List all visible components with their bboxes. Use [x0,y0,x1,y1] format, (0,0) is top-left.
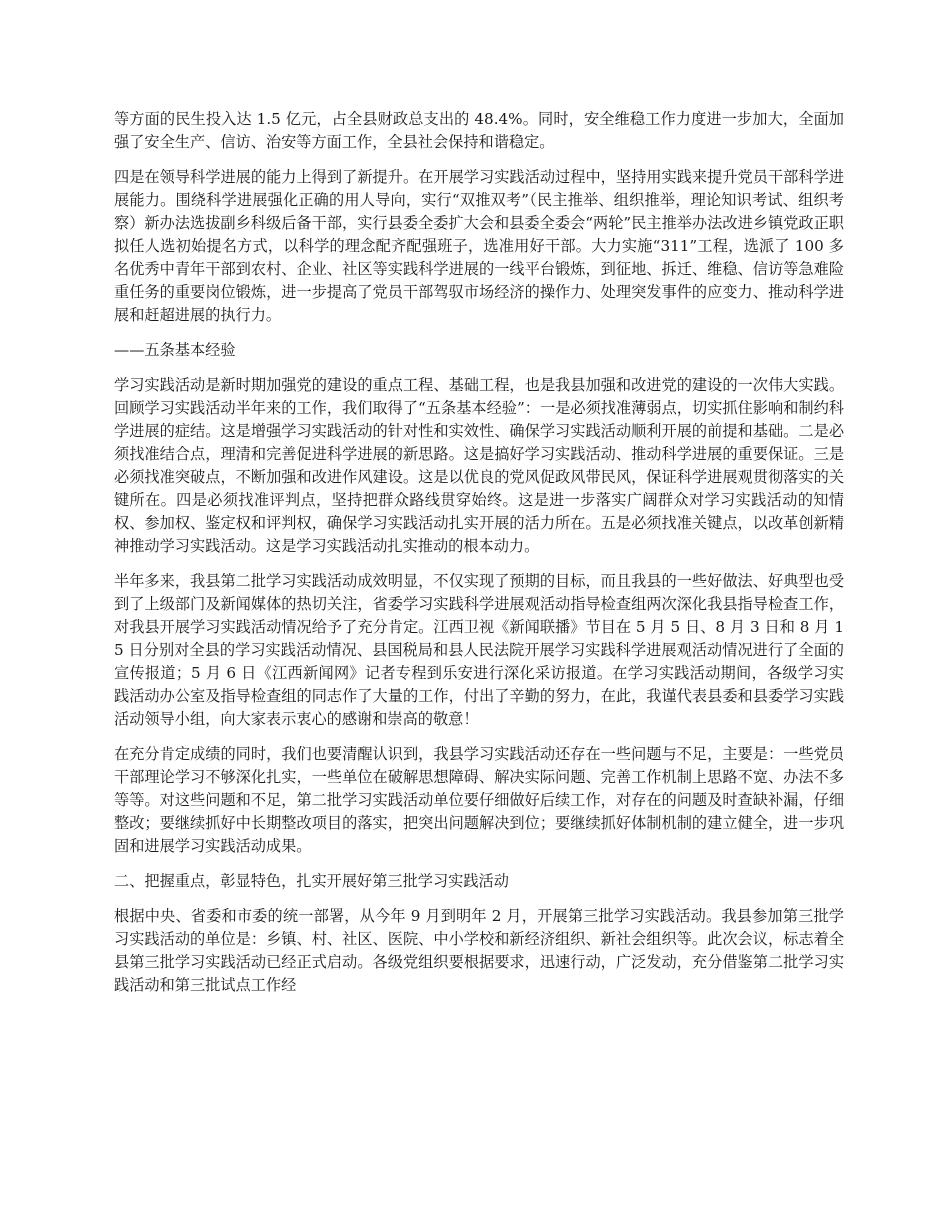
paragraph-leadership-capability: 四是在领导科学进展的能力上得到了新提升。在开展学习实践活动过程中，坚持用实践来提升党员干部科学进展能力。围绕科学进展强化正确的用人导向，实行“双推双考”（民主推举、组织推举，理论知识考试、组织考察）新办法选拔副乡科级后备干部，实行县委全委扩大会和县委全委会“两轮”民主推举办法改进乡镇党政正职拟任人选初始提名方式，以科学的理念配齐配强班子，选准用好干部。大力实施“311”工程，选派了 100 多名优秀中青年干部到农村、企业、社区等实践科学进展的一线平台锻炼，到征地、拆迁、维稳、信访等急难险重任务的重要岗位锻炼，进一步提高了党员干部驾驭市场经济的操作力、处理突发事件的应变力、推动科学进展和赶超进展的执行力。 [114,168,844,324]
paragraph-half-year-results: 半年多来，我县第二批学习实践活动成效明显，不仅实现了预期的目标，而且我县的一些好做法、好典型也受到了上级部门及新闻媒体的热切关注，省委学习实践科学进展观活动指导检查组两次深化我县指导检查工作，对我县开展学习实践活动情况给予了充分肯定。江西卫视《新闻联播》节目在 5 月 5 日、8 月 3 日和 8 月 15 日分别对全县的学习实践活动情况、县国税局和县人民法院开展学习实践科学进展观活动情况进行了全面的宣传报道；5 月 6 日《江西新闻网》记者专程到乐安进行深化采访报道。在学习实践活动期间，各级学习实践活动办公室及指导检查组的同志作了大量的工作，付出了辛勤的努力，在此，我谨代表县委和县委学习实践活动领导小组，向大家表示衷心的感谢和崇高的敬意！ [114,572,844,728]
section-heading-five-experiences: ——五条基本经验 [114,341,236,359]
paragraph-five-experiences: 学习实践活动是新时期加强党的建设的重点工程、基础工程，也是我县加强和改进党的建设的一次伟大实践。回顾学习实践活动半年来的工作，我们取得了“五条基本经验”：一是必须找准薄弱点，切实抓住影响和制约科学进展的症结。这是增强学习实践活动的针对性和实效性、确保学习实践活动顺利开展的前提和基础。二是必须找准结合点，理清和完善促进科学进展的新思路。这是搞好学习实践活动、推动科学进展的重要保证。三是必须找准突破点，不断加强和改进作风建设。这是以优良的党风促政风带民风，保证科学进展观贯彻落实的关键所在。四是必须找准评判点，坚持把群众路线贯穿始终。这是进一步落实广阔群众对学习实践活动的知情权、参加权、鉴定权和评判权，确保学习实践活动扎实开展的活力所在。五是必须找准关键点，以改革创新精神推动学习实践活动。这是学习实践活动扎实推动的根本动力。 [114,376,844,555]
paragraph-livelihood-investment: 等方面的民生投入达 1.5 亿元，占全县财政总支出的 48.4%。同时，安全维稳工作力度进一步加大，全面加强了安全生产、信访、治安等方面工作，全县社会保持和谐稳定。 [114,110,844,151]
paragraph-third-batch-deployment: 根据中央、省委和市委的统一部署，从今年 9 月到明年 2 月，开展第三批学习实践活动。我县参加第三批学习实践活动的单位是：乡镇、村、社区、医院、中小学校和新经济组织、新社会组织等。此次会议，标志着全县第三批学习实践活动已经正式启动。各级党组织要根据要求，迅速行动，广泛发动，充分借鉴第二批学习实践活动和第三批试点工作经 [114,907,844,994]
paragraph-problems-shortcomings: 在充分肯定成绩的同时，我们也要清醒认识到，我县学习实践活动还存在一些问题与不足，主要是：一些党员干部理论学习不够深化扎实，一些单位在破解思想障碍、解决实际问题、完善工作机制上思路不宽、办法不多等等。对这些问题和不足，第二批学习实践活动单位要仔细做好后续工作，对存在的问题及时查缺补漏，仔细整改；要继续抓好中长期整改项目的落实，把突出问题解决到位；要继续抓好体制机制的建立健全，进一步巩固和进展学习实践活动成果。 [114,745,844,855]
document-body [114,108,844,1009]
section-heading-third-batch: 二、把握重点，彰显特色，扎实开展好第三批学习实践活动 [114,872,509,890]
